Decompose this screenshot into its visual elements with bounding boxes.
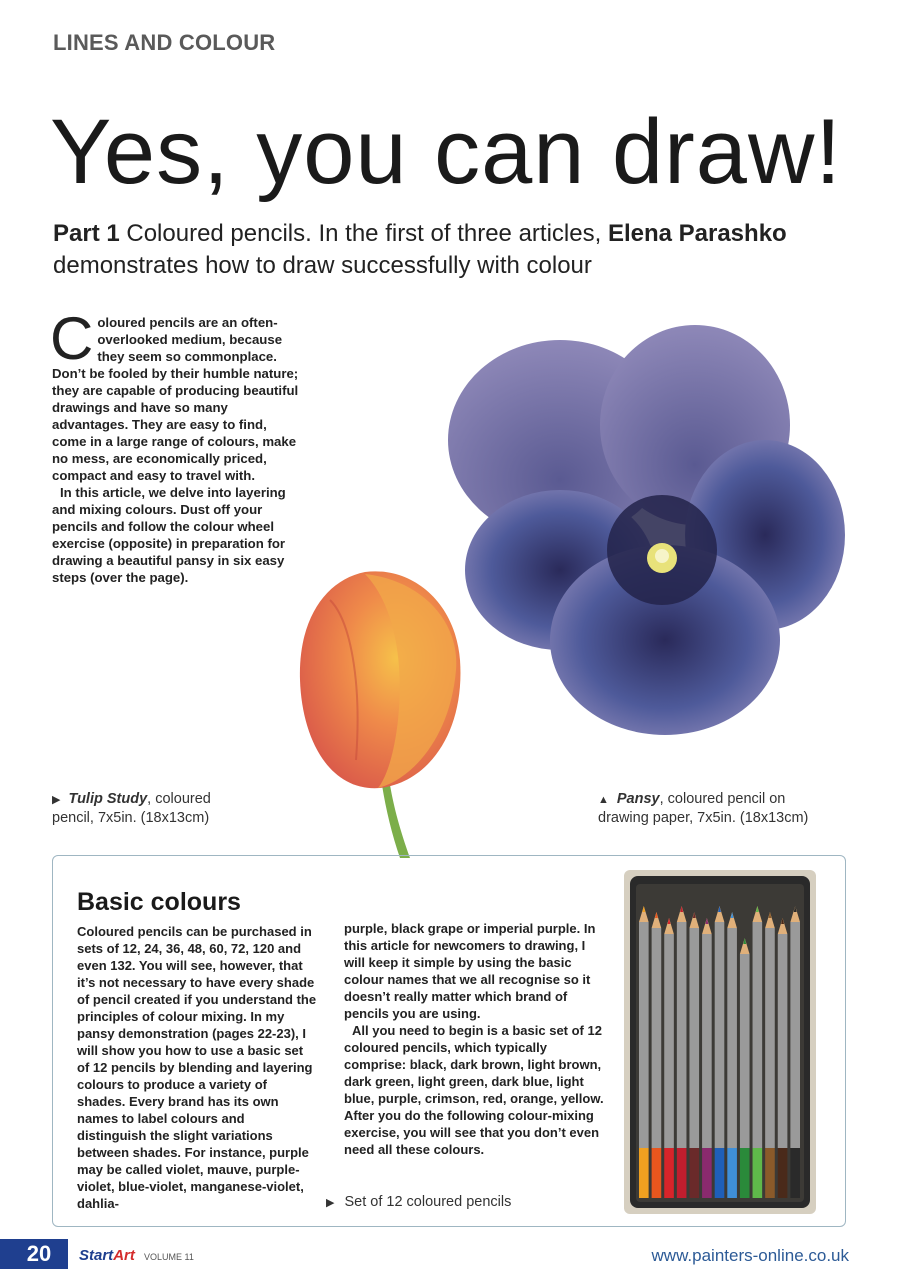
headline: Yes, you can draw! <box>50 101 842 203</box>
pencil <box>790 906 800 1198</box>
brand-start: Start <box>79 1247 114 1264</box>
standfirst <box>53 218 843 282</box>
intro-column <box>50 305 304 586</box>
pencil <box>677 906 687 1198</box>
box-column-2-paragraph-1: purple, black grape or imperial purple. In this article for newcomers to drawing, I will keep it simple by using the basic colour names that we all recognise so it doesn’t really matter which brand of pencils you are using. <box>344 921 596 1021</box>
standfirst-text: Coloured pencils. In the first of three articles, <box>119 220 608 247</box>
pencil <box>652 912 662 1198</box>
section-label: LINES AND COLOUR <box>53 30 276 55</box>
author-name: Elena Parashko <box>607 220 787 247</box>
pointer-right-icon: ▶ <box>326 1197 335 1209</box>
pansy-illustration <box>440 320 850 740</box>
pencil <box>664 918 674 1198</box>
pencil <box>702 918 712 1198</box>
tulip-caption-title: Tulip Study <box>68 791 148 807</box>
tulip-caption-text: , coloured pencil, 7x5in. (18x13cm) <box>52 791 211 826</box>
pencil <box>740 938 750 1198</box>
pencils-caption-text: Set of 12 coloured pencils <box>344 1194 512 1210</box>
pansy-caption-text: , coloured pencil on drawing paper, 7x5in. (18x13cm) <box>598 791 809 826</box>
pencil <box>715 906 725 1198</box>
pansy-caption <box>598 790 838 827</box>
pencil <box>727 912 737 1198</box>
website-link[interactable]: www.painters-online.co.uk <box>651 1246 849 1265</box>
pointer-up-icon: ▲ <box>598 794 609 806</box>
page-number: 20 <box>0 1239 68 1269</box>
pansy-caption-title: Pansy <box>616 791 660 807</box>
magazine-brand <box>79 1247 135 1264</box>
intro-paragraph-2: In this article, we delve into layering and mixing colours. Dust off your pencils and follow the colour wheel exercise (opposite) in preparation for drawing a beautiful pansy in six easy steps (over the page). <box>52 485 286 585</box>
box-column-2 <box>344 920 604 1158</box>
pencil <box>639 906 649 1198</box>
pencils-caption <box>326 1194 511 1210</box>
box-column-2-paragraph-2: All you need to begin is a basic set of 12 coloured pencils, which typically comprise: black, dark brown, light brown, dark green, light green, dark blue, light blue, purple, crimson, red, orange, yellow. After you do the following colour-mixing exercise, you will see that you don’t even need all these colours. <box>344 1023 604 1157</box>
pencil <box>753 906 763 1198</box>
tulip-caption <box>52 790 252 827</box>
volume-label: VOLUME 11 <box>144 1252 194 1262</box>
pointer-right-icon: ▶ <box>52 794 61 806</box>
intro-paragraph-1: oloured pencils are an often-overlooked medium, because they seem so commonplace. Don’t be fooled by their humble nature; they are capable of producing beautiful drawings and have so many advantages. They are easy to find, come in a large range of colours, make no mess, are economically priced, compact and easy to travel with. <box>52 315 299 483</box>
pencil <box>689 912 699 1198</box>
pencil <box>778 918 788 1198</box>
box-title: Basic colours <box>77 888 241 916</box>
part-label: Part 1 <box>53 220 120 247</box>
pencil <box>765 912 775 1198</box>
brand-art: Art <box>113 1247 135 1264</box>
drop-cap: C <box>50 305 94 372</box>
standfirst-text-end: demonstrates how to draw successfully with colour <box>53 252 592 279</box>
box-column-1: Coloured pencils can be purchased in sets of 12, 24, 36, 48, 60, 72, 120 and even 132. You will see, however, that it’s not necessary to have every shade of pencil created if you understand the principles of colour mixing. In my pansy demonstration (pages 22-23), I will show you how to use a basic set of 12 pencils by blending and layering colours to produce a variety of shades. Every brand has its own names to label colours and distinguish the slight variations between shades. For instance, purple may be called violet, mauve, purple-violet, blue-violet, manganese-violet, dahlia- <box>77 924 317 1211</box>
pencil-tin-photo <box>624 870 816 1214</box>
